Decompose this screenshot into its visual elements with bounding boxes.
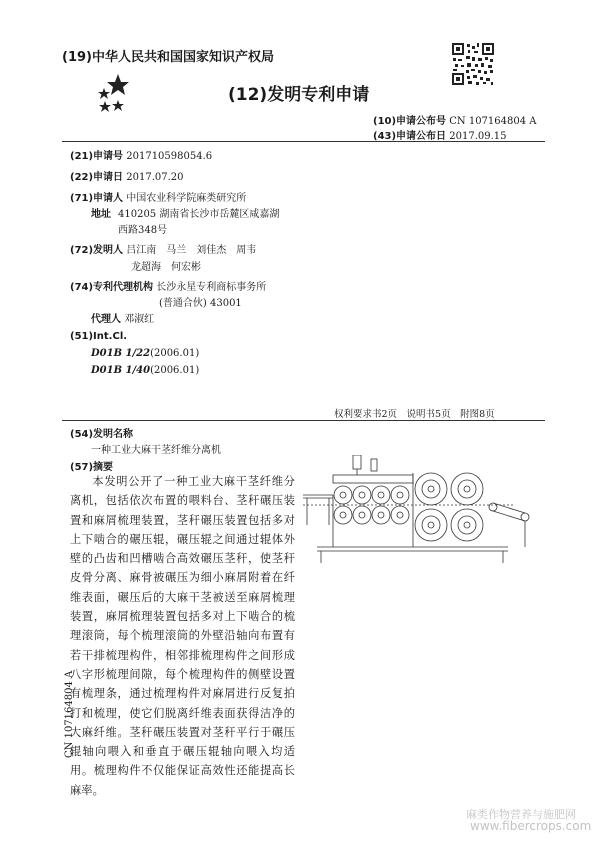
ipc-code-2: D01B 1/40 (91, 365, 151, 376)
address-line-2: 西路348号 (118, 225, 168, 236)
publication-date: 2017.09.15 (449, 131, 507, 142)
inventors-line-1: 吕江南 马兰 刘佳杰 周韦 (126, 245, 257, 256)
qr-code (451, 42, 495, 86)
application-number-row (70, 147, 212, 162)
application-number-label: (21)申请号 (70, 151, 124, 162)
side-publication-number: CN 107164804 A (64, 670, 75, 758)
ipc-row-2 (91, 365, 199, 376)
office-name: (19)中华人民共和国国家知识产权局 (62, 50, 274, 65)
applicant-row (70, 189, 246, 204)
pages-divider (62, 420, 545, 421)
applicant: 中国农业科学院麻类研究所 (126, 193, 247, 204)
publication-number: CN 107164804 A (449, 116, 537, 127)
agency-line-1: 长沙永星专利商标事务所 (156, 282, 267, 293)
ipc-date-2: (2006.01) (150, 365, 200, 376)
agency-line-2: (普通合伙) 43001 (159, 298, 242, 309)
application-date: 2017.07.20 (126, 172, 184, 183)
watermark-line-2: www.fibercrops.com (470, 819, 592, 833)
watermark-line-1: 麻类作物营养与施肥网 (466, 808, 576, 821)
agent-label: 代理人 (91, 314, 121, 325)
abstract-label: (57)摘要 (70, 462, 114, 473)
applicant-label: (71)申请人 (70, 193, 124, 204)
inventor-row (70, 241, 256, 256)
invention-title: 一种工业大麻干茎纤维分离机 (91, 445, 221, 456)
header-divider (62, 141, 545, 142)
ipc-code-1: D01B 1/22 (91, 348, 151, 359)
agent: 邓淑红 (124, 314, 155, 325)
ipc-row-1 (91, 348, 199, 359)
machine-drawing (303, 455, 543, 570)
publication-date-label: (43)申请公布日 (373, 131, 447, 142)
emblem-stars-icon (92, 72, 136, 116)
pages-info: 权利要求书2页 说明书5页 附图8页 (334, 409, 495, 420)
ipc-date-1: (2006.01) (150, 348, 200, 359)
application-date-row (70, 168, 184, 183)
agency-row (70, 278, 266, 293)
agent-row (91, 310, 154, 325)
abstract-text: 本发明公开了一种工业大麻干茎纤维分离机，包括依次布置的喂料台、茎秆碾压装置和麻屑梳理装置，茎秆碾压装置包括多对上下啮合的碾压辊，碾压辊之间通过辊体外壁的凸齿和凹槽啮合高效碾压茎秆，使茎秆皮骨分离、麻骨被碾压为细小麻屑附着在纤维表面，碾压后的大麻干茎被送至麻屑梳理装置，麻屑梳理装置包括多对上下啮合的梳理滚筒，每个梳理滚筒的外壁沿轴向布置有若干排梳理构件，相邻排梳理构件之间形成八字形梳理间隙，每个梳理构件的侧壁设置有梳理条，通过梳理构件对麻屑进行反复拍打和梳理，使它们脱离纤维表面获得洁净的大麻纤维。茎秆碾压装置对茎秆平行于碾压辊轴向喂入和垂直于碾压辊轴向喂入均适用。梳理构件不仅能保证高效性还能提高长麻率。 (70, 475, 295, 797)
publication-number-label: (10)申请公布号 (373, 116, 447, 127)
inventors-line-2: 龙超海 何宏彬 (131, 262, 201, 273)
invention-title-label: (54)发明名称 (70, 429, 134, 440)
application-number: 201710598054.6 (126, 151, 213, 162)
address-label: 地址 (91, 209, 111, 220)
application-date-label: (22)申请日 (70, 172, 124, 183)
ipc-label: (51)Int.Cl. (70, 331, 128, 342)
publication-date-row (373, 127, 507, 142)
document-type-title: (12)发明专利申请 (228, 85, 370, 105)
inventor-label: (72)发明人 (70, 245, 124, 256)
publication-number-row (373, 112, 537, 127)
address-line-1: 410205 湖南省长沙市岳麓区咸嘉湖 (118, 209, 280, 220)
agency-label: (74)专利代理机构 (70, 282, 154, 293)
